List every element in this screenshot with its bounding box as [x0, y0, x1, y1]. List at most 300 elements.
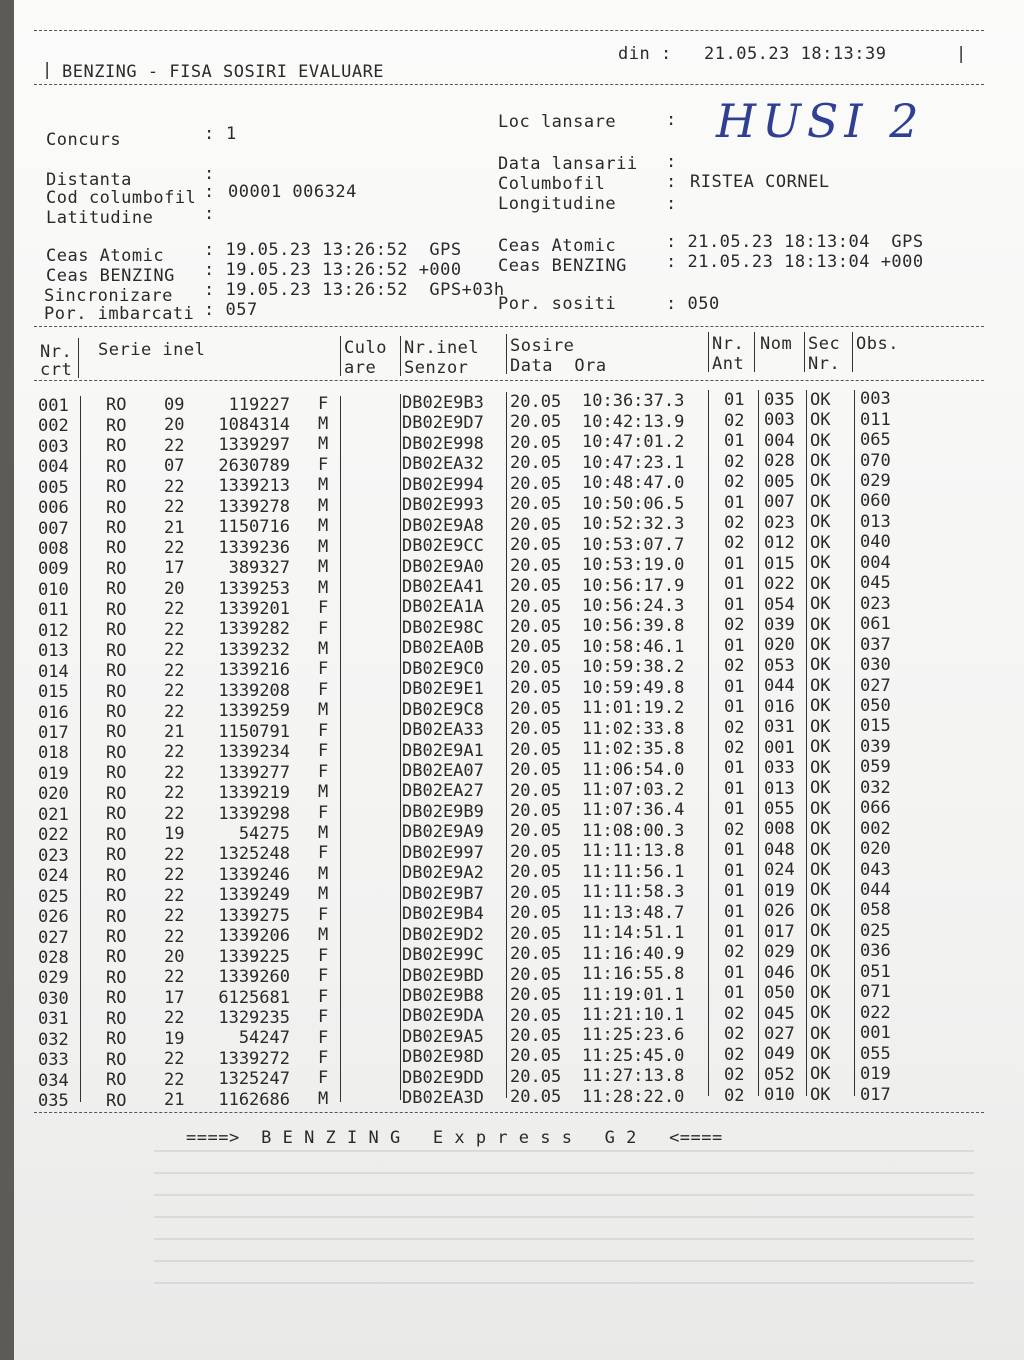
row-sensor: DB02E994 [402, 474, 484, 495]
col-culoare-header-2: are [344, 358, 377, 378]
row-nom: 054 [764, 594, 795, 615]
row-sec: OK [810, 798, 831, 819]
row-ring: 1150791 [218, 721, 290, 742]
row-sensor: DB02E9A1 [402, 740, 484, 761]
row-ring: 1339278 [218, 496, 290, 517]
row-date: 20.05 [510, 535, 562, 556]
row-ant: 01 [724, 799, 745, 820]
row-sec: OK [810, 921, 831, 942]
concurs-value: 1 [226, 124, 237, 144]
row-sec: OK [810, 655, 831, 676]
row-ant: 02 [724, 472, 745, 493]
row-ant: 02 [724, 615, 745, 636]
row-ring: 1339246 [218, 864, 290, 885]
row-ring: 1339216 [218, 660, 290, 681]
row-sensor: DB02E9D2 [402, 924, 484, 945]
row-date: 20.05 [510, 841, 562, 862]
distanta-sep: : [204, 164, 215, 184]
row-sensor: DB02E9B8 [402, 985, 484, 1006]
row-country: RO [106, 1070, 127, 1091]
row-ant: 01 [724, 758, 745, 779]
row-sex: M [318, 557, 329, 578]
row-sensor: DB02E9B9 [402, 801, 484, 822]
row-sex: F [318, 986, 329, 1007]
row-sex: F [318, 454, 329, 475]
column-rule [400, 394, 401, 1100]
row-obs: 004 [860, 552, 891, 573]
show-through-text [154, 1150, 974, 1300]
row-year: 22 [164, 537, 185, 558]
printed-label: din : [618, 44, 672, 64]
row-sensor: DB02E997 [402, 842, 484, 863]
row-ring: 119227 [228, 394, 290, 415]
row-date: 20.05 [510, 596, 562, 617]
row-date: 20.05 [510, 760, 562, 781]
row-ant: 01 [724, 553, 745, 574]
row-obs: 043 [860, 859, 891, 880]
row-time: 11:11:58.3 [582, 882, 685, 903]
row-year: 22 [164, 435, 185, 456]
header-sep [852, 332, 853, 372]
row-sex: M [318, 925, 329, 946]
row-country: RO [106, 722, 127, 743]
row-nom: 048 [764, 839, 795, 860]
row-nr: 020 [38, 784, 69, 805]
row-nom: 020 [764, 635, 795, 656]
row-time: 10:53:07.7 [582, 534, 685, 555]
row-time: 11:07:03.2 [582, 780, 685, 801]
row-nom: 017 [764, 921, 795, 942]
row-time: 11:02:35.8 [582, 739, 685, 760]
row-ant: 01 [724, 860, 745, 881]
printout-sheet [14, 0, 1024, 1360]
row-sensor: DB02E99C [402, 945, 484, 966]
column-rule [806, 390, 807, 1096]
row-date: 20.05 [510, 555, 562, 576]
row-ant: 02 [724, 1044, 745, 1065]
col-ant-header-2: Ant [712, 354, 745, 374]
row-sec: OK [810, 389, 831, 410]
row-year: 22 [164, 660, 185, 681]
row-nom: 033 [764, 758, 795, 779]
column-rule [80, 396, 81, 1102]
row-date: 20.05 [510, 1025, 562, 1046]
row-sensor: DB02EA1A [402, 597, 484, 618]
row-obs: 015 [860, 716, 891, 737]
row-obs: 029 [860, 471, 891, 492]
row-sex: F [318, 843, 329, 864]
row-country: RO [106, 845, 127, 866]
row-nom: 012 [764, 533, 795, 554]
row-sensor: DB02E9A0 [402, 556, 484, 577]
table-header-top-rule [34, 326, 984, 327]
row-nr: 035 [38, 1091, 69, 1112]
row-nom: 055 [764, 799, 795, 819]
row-time: 11:08:00.3 [582, 820, 685, 841]
columbofil-value: RISTEA CORNEL [690, 172, 830, 192]
row-date: 20.05 [510, 1046, 562, 1067]
row-country: RO [106, 517, 127, 538]
header-sep [78, 338, 79, 378]
row-sex: F [318, 904, 329, 925]
row-ring: 1339253 [218, 578, 290, 599]
row-nr: 012 [38, 620, 69, 641]
data-lansarii-label: Data lansarii [498, 154, 638, 174]
row-time: 11:19:01.1 [582, 984, 685, 1005]
ceas-atomic-start-label: Ceas Atomic [46, 246, 165, 266]
column-rule [758, 390, 759, 1096]
row-sensor: DB02E9D7 [402, 413, 484, 434]
row-nom: 024 [764, 860, 795, 881]
row-nom: 045 [764, 1003, 795, 1024]
row-sensor: DB02E9B3 [402, 392, 484, 413]
row-year: 22 [164, 640, 185, 661]
ceas-atomic-end-value: : 21.05.23 18:13:04 GPS [666, 232, 924, 252]
row-sex: F [318, 720, 329, 741]
col-nom-header: Nom [760, 334, 793, 354]
row-year: 19 [164, 824, 185, 845]
row-ant: 02 [724, 717, 745, 738]
row-sec: OK [810, 430, 831, 451]
row-sensor: DB02E9DA [402, 1006, 484, 1027]
row-sec: OK [810, 716, 831, 737]
row-country: RO [106, 1029, 127, 1050]
row-nr: 010 [38, 579, 69, 600]
row-nom: 028 [764, 451, 795, 472]
col-obs-header: Obs. [856, 334, 899, 354]
row-ant: 02 [724, 1003, 745, 1024]
row-ant: 01 [724, 431, 745, 452]
row-nom: 015 [764, 553, 795, 574]
col-culoare-header-1: Culo [344, 338, 387, 358]
row-ring: 1339213 [218, 476, 290, 497]
row-nr: 013 [38, 641, 69, 662]
row-sensor: DB02EA33 [402, 720, 484, 741]
table-bottom-rule [34, 1112, 984, 1113]
row-obs: 036 [860, 941, 891, 962]
row-time: 10:50:06.5 [582, 493, 685, 514]
row-nr: 008 [38, 538, 69, 559]
row-sec: OK [810, 696, 831, 717]
row-sensor: DB02E9DD [402, 1067, 484, 1088]
row-sex: F [318, 802, 329, 823]
row-year: 22 [164, 1069, 185, 1090]
row-nom: 016 [764, 696, 795, 717]
row-ant: 02 [724, 533, 745, 554]
ceas-benzing-end-label: Ceas BENZING [498, 256, 627, 276]
ceas-benzing-end-value: : 21.05.23 18:13:04 +000 [666, 252, 924, 272]
row-time: 11:13:48.7 [582, 902, 685, 923]
row-ant: 01 [724, 840, 745, 861]
row-country: RO [106, 579, 127, 600]
row-ant: 01 [724, 983, 745, 1004]
row-sex: M [318, 475, 329, 496]
header-sep [400, 336, 401, 376]
row-date: 20.05 [510, 944, 562, 965]
row-time: 11:11:56.1 [582, 861, 685, 882]
cod-columbofil-sep: : [204, 182, 215, 202]
row-obs: 017 [860, 1084, 891, 1105]
row-country: RO [106, 824, 127, 845]
row-ring: 1339219 [218, 783, 290, 804]
row-nr: 006 [38, 498, 69, 519]
row-country: RO [106, 742, 127, 763]
row-time: 10:59:38.2 [582, 657, 685, 678]
row-date: 20.05 [510, 801, 562, 822]
row-sex: F [318, 945, 329, 966]
row-date: 20.05 [510, 964, 562, 985]
row-time: 10:53:19.0 [582, 555, 685, 576]
por-sositi-value: : 050 [666, 294, 720, 314]
row-nr: 032 [38, 1029, 69, 1050]
row-ring: 1339249 [218, 885, 290, 906]
row-ant: 01 [724, 635, 745, 656]
row-year: 22 [164, 844, 185, 865]
row-sex: F [318, 966, 329, 987]
row-sec: OK [810, 859, 831, 880]
table-header-bottom-rule [34, 380, 984, 381]
col-sosire-header-1: Sosire [510, 336, 575, 356]
row-nom: 022 [764, 574, 795, 595]
row-sensor: DB02EA27 [402, 781, 484, 802]
row-date: 20.05 [510, 494, 562, 515]
row-obs: 050 [860, 695, 891, 716]
row-ant: 01 [724, 922, 745, 943]
row-ant: 01 [724, 881, 745, 902]
row-nom: 050 [764, 983, 795, 1004]
row-sec: OK [810, 941, 831, 962]
row-nr: 003 [38, 436, 69, 457]
columbofil-sep: : [666, 172, 677, 192]
row-time: 11:07:36.4 [582, 800, 685, 821]
row-time: 10:56:39.8 [582, 616, 685, 637]
row-year: 20 [164, 946, 185, 967]
row-year: 22 [164, 701, 185, 722]
row-ring: 2630789 [218, 455, 290, 476]
row-sec: OK [810, 512, 831, 533]
row-date: 20.05 [510, 616, 562, 637]
row-sec: OK [810, 819, 831, 840]
row-sec: OK [810, 594, 831, 615]
row-nr: 002 [38, 416, 69, 437]
row-ant: 02 [724, 819, 745, 840]
row-nr: 018 [38, 743, 69, 764]
row-year: 17 [164, 987, 185, 1008]
longitudine-sep: : [666, 194, 677, 214]
row-sec: OK [810, 1003, 831, 1024]
row-year: 22 [164, 865, 185, 886]
col-nr-header-2: crt [40, 360, 73, 380]
header-left-bar: | [42, 60, 53, 80]
row-date: 20.05 [510, 453, 562, 474]
row-country: RO [106, 620, 127, 641]
row-sec: OK [810, 757, 831, 778]
row-nr: 034 [38, 1070, 69, 1091]
row-country: RO [106, 681, 127, 702]
row-time: 11:25:45.0 [582, 1045, 685, 1066]
row-sec: OK [810, 982, 831, 1003]
row-ant: 02 [724, 410, 745, 431]
row-nom: 004 [764, 430, 795, 451]
row-country: RO [106, 886, 127, 907]
row-country: RO [106, 947, 127, 968]
row-nom: 029 [764, 942, 795, 963]
row-obs: 025 [860, 920, 891, 941]
loc-lansare-label: Loc lansare [498, 112, 617, 132]
row-nr: 030 [38, 988, 69, 1009]
row-date: 20.05 [510, 698, 562, 719]
row-date: 20.05 [510, 862, 562, 883]
row-ant: 02 [724, 656, 745, 677]
col-senzor-header-1: Nr.inel [404, 338, 480, 358]
row-country: RO [106, 415, 127, 436]
row-year: 20 [164, 415, 185, 436]
row-obs: 011 [860, 409, 891, 430]
printed-timestamp: 21.05.23 18:13:39 [704, 44, 887, 64]
distanta-label: Distanta [46, 170, 132, 190]
row-time: 11:28:22.0 [582, 1086, 685, 1107]
row-year: 22 [164, 681, 185, 702]
col-ant-header-1: Nr. [712, 334, 745, 354]
row-date: 20.05 [510, 392, 562, 413]
row-year: 22 [164, 803, 185, 824]
row-year: 21 [164, 722, 185, 742]
row-country: RO [106, 456, 127, 477]
por-imbarcati-value: : 057 [204, 300, 258, 320]
row-time: 11:25:23.6 [582, 1025, 685, 1046]
row-year: 09 [164, 394, 185, 415]
row-ring: 1339201 [218, 599, 290, 620]
row-obs: 059 [860, 757, 891, 778]
row-nr: 031 [38, 1009, 69, 1030]
row-nom: 003 [764, 410, 795, 431]
row-sex: M [318, 434, 329, 455]
row-ant: 01 [724, 697, 745, 718]
row-sensor: DB02E9A2 [402, 863, 484, 884]
col-serie-header: Serie inel [98, 340, 206, 360]
row-nr: 011 [38, 600, 69, 621]
row-nom: 005 [764, 471, 795, 492]
row-obs: 030 [860, 655, 891, 676]
row-sex: M [318, 782, 329, 803]
row-nr: 033 [38, 1050, 69, 1071]
row-nr: 024 [38, 866, 69, 887]
row-year: 17 [164, 558, 185, 579]
row-obs: 022 [860, 1002, 891, 1023]
col-senzor-header-2: Senzor [404, 358, 469, 378]
row-time: 11:01:19.2 [582, 698, 685, 719]
row-ring: 1339225 [218, 946, 290, 967]
row-sensor: DB02E998 [402, 433, 484, 454]
latitudine-sep: : [204, 204, 215, 224]
row-country: RO [106, 599, 127, 620]
row-ring: 1339232 [218, 639, 290, 660]
row-sex: M [318, 884, 329, 905]
row-sec: OK [810, 962, 831, 983]
row-date: 20.05 [510, 739, 562, 760]
ceas-benzing-start-value: : 19.05.23 13:26:52 +000 [204, 260, 462, 280]
row-nom: 013 [764, 778, 795, 799]
row-sex: M [318, 823, 329, 844]
row-country: RO [106, 783, 127, 804]
columbofil-label: Columbofil [498, 174, 606, 194]
row-obs: 045 [860, 573, 891, 594]
row-nr: 005 [38, 477, 69, 498]
row-country: RO [106, 1008, 127, 1029]
cod-columbofil-label: Cod columbofil [46, 188, 197, 208]
row-nom: 052 [764, 1064, 795, 1085]
row-nom: 046 [764, 962, 795, 983]
row-ring: 54247 [238, 1028, 290, 1049]
row-obs: 065 [860, 430, 891, 451]
row-year: 22 [164, 885, 185, 906]
page-title: BENZING - FISA SOSIRI EVALUARE [62, 62, 385, 82]
row-sex: M [318, 700, 329, 721]
row-sensor: DB02E9C8 [402, 699, 484, 720]
row-obs: 013 [860, 511, 891, 532]
ceas-atomic-start-value: : 19.05.23 13:26:52 GPS [204, 240, 462, 260]
row-nom: 026 [764, 901, 795, 922]
row-ring: 1339275 [218, 905, 290, 926]
row-nom: 010 [764, 1085, 795, 1106]
longitudine-label: Longitudine [498, 194, 617, 214]
col-sec-header-1: Sec [808, 334, 841, 354]
row-country: RO [106, 1090, 127, 1111]
loc-lansare-handwritten: HUSI 2 [716, 94, 925, 148]
por-sositi-label: Por. sositi [498, 294, 617, 314]
row-obs: 058 [860, 900, 891, 921]
header-right-bar: | [956, 44, 967, 64]
row-time: 11:02:33.8 [582, 718, 685, 739]
row-sensor: DB02E9B4 [402, 904, 484, 925]
row-sex: M [318, 414, 329, 435]
row-ring: 1329235 [218, 1008, 290, 1029]
footer-banner: ====> B E N Z I N G E x p r e s s G 2 <==== [186, 1128, 723, 1148]
row-sex: F [318, 1007, 329, 1028]
row-time: 10:58:46.1 [582, 636, 685, 657]
row-nom: 035 [764, 390, 795, 410]
row-sec: OK [810, 778, 831, 799]
row-sensor: DB02E9C0 [402, 658, 484, 679]
row-nom: 023 [764, 512, 795, 533]
row-ant: 02 [724, 513, 745, 534]
row-obs: 061 [860, 614, 891, 635]
row-sensor: DB02E9B7 [402, 883, 484, 904]
row-ring: 1325248 [218, 844, 290, 865]
row-obs: 070 [860, 450, 891, 471]
row-time: 11:14:51.1 [582, 923, 685, 944]
loc-lansare-sep: : [666, 110, 677, 130]
row-ring: 54275 [238, 823, 290, 844]
column-rule [506, 392, 507, 1098]
row-nr: 019 [38, 763, 69, 784]
row-ant: 01 [724, 778, 745, 799]
row-sensor: DB02E993 [402, 495, 484, 516]
row-nr: 028 [38, 947, 69, 968]
row-country: RO [106, 538, 127, 559]
row-sex: M [318, 536, 329, 557]
row-date: 20.05 [510, 657, 562, 678]
row-sensor: DB02E9A8 [402, 515, 484, 536]
header-sep [804, 332, 805, 372]
row-date: 20.05 [510, 412, 562, 433]
row-sex: F [318, 598, 329, 619]
row-year: 22 [164, 497, 185, 518]
row-nr: 004 [38, 457, 69, 478]
row-nom: 031 [764, 717, 795, 738]
row-ring: 6125681 [218, 987, 290, 1008]
row-nom: 008 [764, 819, 795, 840]
